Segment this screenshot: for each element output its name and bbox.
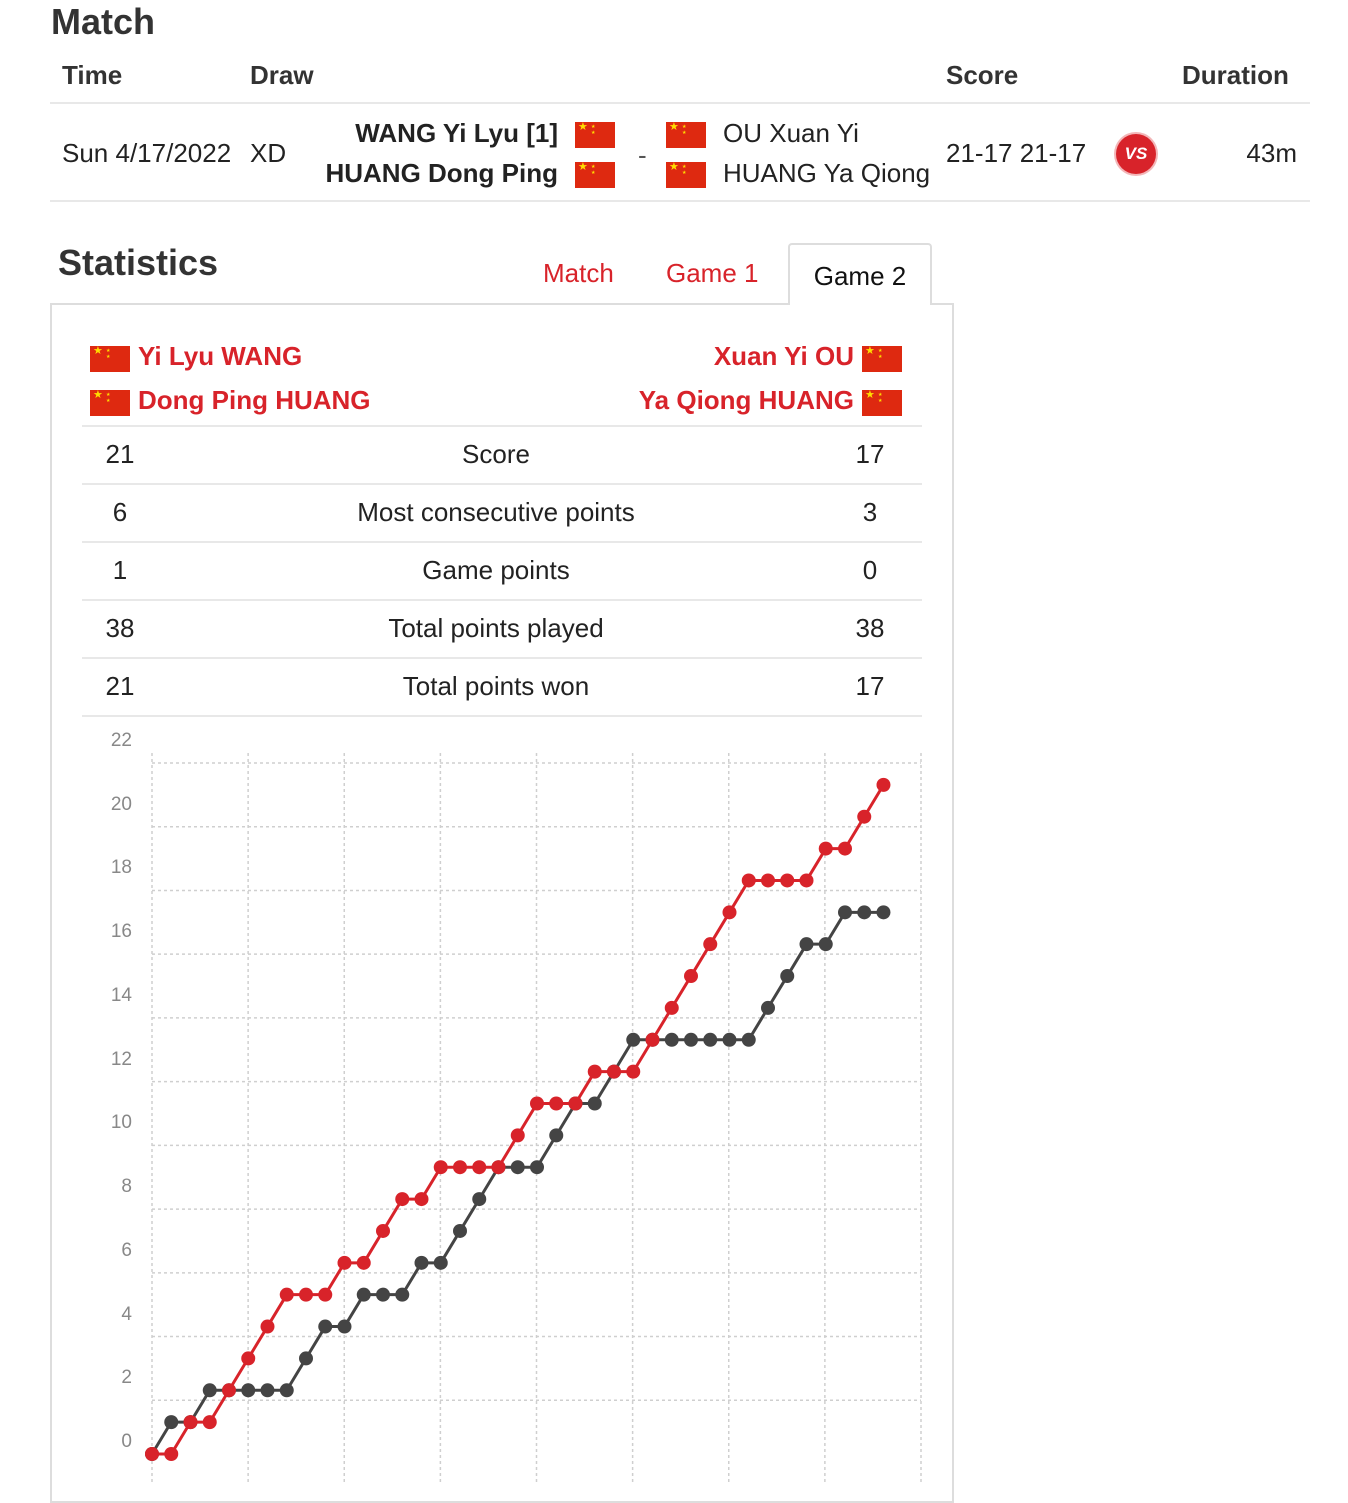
stat-label: Most consecutive points [357,497,635,527]
data-point-team1 [530,1097,544,1111]
y-tick-label: 22 [110,730,132,751]
match-time: Sun 4/17/2022 [62,138,232,168]
data-point-team1 [549,1097,563,1111]
stat-label: Total points won [402,671,590,701]
data-point-team1 [569,1097,583,1111]
chart-series [145,778,891,1461]
team2-player2-link[interactable]: HUANG Ya Qiong [723,158,931,188]
data-point-team2 [395,1288,409,1302]
y-tick-label: 12 [110,1048,132,1070]
y-tick-label: 18 [110,857,132,879]
data-point-team1 [492,1160,506,1174]
y-tick-label: 6 [121,1239,132,1261]
match-score: 21-17 21-17 [946,138,1087,168]
data-point-team1 [241,1351,255,1365]
data-point-team1 [684,969,698,983]
data-point-team1 [472,1160,486,1174]
stat-right-value: 17 [855,439,885,469]
y-tick-label: 16 [110,921,132,943]
stat-left-value: 21 [105,439,135,469]
data-point-team2 [415,1256,429,1270]
data-point-team1 [357,1256,371,1270]
data-point-team1 [665,1001,679,1015]
team1-player1-link[interactable]: WANG Yi Lyu [1] [355,118,558,148]
draw-link[interactable]: XD [250,138,287,168]
data-point-team2 [318,1320,332,1334]
match-heading: Match [51,1,156,42]
data-point-team2 [299,1351,313,1365]
data-point-team2 [511,1160,525,1174]
data-point-team1 [857,810,871,824]
stats-team2-player2[interactable]: Ya Qiong HUANG [638,385,854,415]
data-point-team1 [877,778,891,792]
data-point-team1 [838,842,852,856]
data-point-team2 [723,1033,737,1047]
data-point-team2 [357,1288,371,1302]
tab-game-1[interactable]: Game 1 [666,258,759,288]
stat-left-value: 38 [105,613,135,643]
data-point-team1 [703,937,717,951]
data-point-team1 [164,1447,178,1461]
data-point-team1 [395,1192,409,1206]
y-tick-label: 4 [121,1303,132,1325]
data-point-team1 [646,1033,660,1047]
data-point-team2 [588,1097,602,1111]
statistics-heading: Statistics [58,242,219,283]
data-point-team2 [838,905,852,919]
stat-right-value: 17 [855,671,885,701]
series-line-team1 [152,785,884,1454]
data-point-team1 [184,1415,198,1429]
data-point-team2 [800,937,814,951]
data-point-team1 [511,1128,525,1142]
data-point-team2 [261,1383,275,1397]
data-point-team1 [376,1224,390,1238]
data-point-team1 [434,1160,448,1174]
y-tick-label: 10 [110,1112,132,1134]
data-point-team1 [626,1065,640,1079]
stat-label: Score [462,439,530,469]
tab-game-2[interactable]: Game 2 [788,243,932,305]
series-line-team2 [152,912,884,1454]
data-point-team1 [203,1415,217,1429]
y-tick-label: 8 [121,1176,132,1198]
col-score: Score [946,60,1019,90]
stat-right-value: 0 [862,555,878,585]
tab-match[interactable]: Match [543,258,614,288]
team2-player1-link[interactable]: OU Xuan Yi [723,118,859,148]
col-draw: Draw [250,60,314,90]
y-tick-label: 0 [121,1431,132,1452]
data-point-team2 [742,1033,756,1047]
data-point-team1 [607,1065,621,1079]
chart-grid [152,753,921,1482]
data-point-team2 [857,905,871,919]
data-point-team2 [164,1415,178,1429]
team1-player2-link[interactable]: HUANG Dong Ping [325,158,558,188]
data-point-team1 [338,1256,352,1270]
data-point-team2 [761,1001,775,1015]
stat-right-value: 38 [855,613,885,643]
data-point-team2 [434,1256,448,1270]
data-point-team2 [472,1192,486,1206]
data-point-team1 [742,873,756,887]
stat-label: Game points [422,555,570,585]
data-point-team2 [280,1383,294,1397]
stat-left-value: 6 [112,497,128,527]
data-point-team1 [723,905,737,919]
data-point-team2 [819,937,833,951]
stats-team1-player1[interactable]: Yi Lyu WANG [138,341,303,371]
col-time: Time [62,60,123,90]
data-point-team1 [222,1383,236,1397]
stat-right-value: 3 [862,497,878,527]
data-point-team1 [800,873,814,887]
data-point-team2 [780,969,794,983]
data-point-team2 [530,1160,544,1174]
data-point-team1 [453,1160,467,1174]
data-point-team2 [626,1033,640,1047]
data-point-team1 [280,1288,294,1302]
data-point-team1 [261,1320,275,1334]
col-duration: Duration [1182,60,1289,90]
stats-team2-player1[interactable]: Xuan Yi OU [713,341,854,371]
data-point-team1 [318,1288,332,1302]
team-separator: - [638,140,647,170]
data-point-team1 [588,1065,602,1079]
data-point-team1 [761,873,775,887]
data-point-team2 [665,1033,679,1047]
data-point-team2 [376,1288,390,1302]
data-point-team1 [819,842,833,856]
y-tick-label: 14 [110,984,132,1006]
data-point-team2 [453,1224,467,1238]
y-tick-label: 20 [110,793,132,815]
data-point-team2 [203,1383,217,1397]
stat-left-value: 1 [112,555,128,585]
data-point-team1 [145,1447,159,1461]
data-point-team1 [415,1192,429,1206]
y-tick-label: 2 [121,1367,132,1389]
vs-badge-icon[interactable]: VS [1116,134,1156,174]
data-point-team2 [703,1033,717,1047]
stat-left-value: 21 [105,671,135,701]
stats-team1-player2[interactable]: Dong Ping HUANG [138,385,371,415]
stat-label: Total points played [388,613,604,643]
data-point-team2 [877,905,891,919]
match-duration: 43m [1246,138,1297,168]
data-point-team2 [338,1320,352,1334]
data-point-team1 [780,873,794,887]
data-point-team1 [299,1288,313,1302]
data-point-team2 [684,1033,698,1047]
data-point-team2 [241,1383,255,1397]
data-point-team2 [549,1128,563,1142]
